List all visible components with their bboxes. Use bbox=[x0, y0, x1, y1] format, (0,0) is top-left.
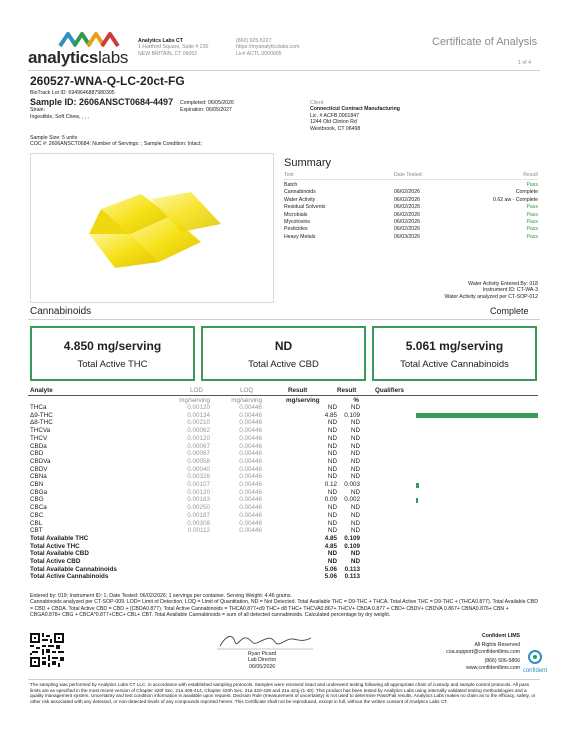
summary-date: 06/03/2026 bbox=[394, 233, 420, 240]
summary-test: Mycotoxins bbox=[284, 218, 310, 225]
summary-row bbox=[284, 234, 538, 241]
analyte-lod: 0.00062 bbox=[187, 427, 210, 435]
qualifier-bar bbox=[416, 498, 418, 503]
note-definitions: Cannabinoids analyzed per CT-SOP-009. LOD= Limit of Detection, LOQ = Limit of Quantitation, ND = Not Detected. Total Available THC = D9-THC + THCA. Total Active THC = D9-THC + (THCA0.877). Total Available CBD = CBD + CBDA. Total Active CBD = CBD + (CBDA0.877). Total Active Cannabinoids = THCA0.877+d9 THC+ d8 THC+ THCVA0.867+ THCV+ CBDA 0.877 + CBD+ CBDV+ CBDVA 0.867+ CBNA0.876+ CBN + CBGA0.878+ CBG + CBCA*0.877+CBC+ CBL+ CBT. Total Available Cannabinoids = sum of all detected cannabinoids. Calculated percentage by dry weight. bbox=[30, 599, 538, 619]
sample-size: Sample Size: 5 units bbox=[30, 135, 78, 141]
product-image bbox=[30, 153, 274, 303]
col-loq: LOQ bbox=[240, 387, 254, 394]
analyte-result-pct: ND bbox=[350, 442, 360, 450]
completed-date: Completed: 06/05/2026 bbox=[180, 100, 234, 106]
total-active-cannabinoids-value: 5.061 mg/serving bbox=[405, 339, 504, 353]
analyte-result-mg: ND bbox=[327, 519, 337, 527]
summary-row bbox=[284, 182, 538, 189]
unit-lod: mg/serving bbox=[179, 397, 210, 404]
analyte-loq: 0.00446 bbox=[239, 504, 262, 512]
analyte-name: CBC bbox=[30, 511, 44, 519]
analyte-name: CBGa bbox=[30, 488, 48, 496]
analyte-result-pct: ND bbox=[350, 457, 360, 465]
total-row bbox=[30, 558, 370, 566]
analyte-result-pct: ND bbox=[350, 504, 360, 512]
analyte-result-mg: ND bbox=[327, 419, 337, 427]
analyte-name: CBD bbox=[30, 450, 44, 458]
lab-phone: (860) 925-5227 bbox=[236, 38, 272, 44]
col-result-pct: Result bbox=[337, 387, 357, 394]
total-result-mg: ND bbox=[327, 550, 337, 558]
total-row bbox=[30, 566, 370, 574]
analyte-result-pct: ND bbox=[350, 404, 360, 411]
analyte-result-pct: 0.109 bbox=[344, 411, 360, 419]
analyte-lod: 0.00120 bbox=[187, 434, 210, 442]
analyte-loq: 0.00446 bbox=[239, 457, 262, 465]
analyte-name: THCVa bbox=[30, 427, 51, 435]
analyte-result-mg: 0.09 bbox=[324, 496, 337, 504]
table-row bbox=[30, 527, 538, 535]
total-result-mg: ND bbox=[327, 558, 337, 565]
table-row bbox=[30, 466, 538, 474]
analyte-name: THCV bbox=[30, 434, 48, 442]
analyte-result-mg: ND bbox=[327, 504, 337, 512]
analyte-result-mg: ND bbox=[327, 404, 337, 411]
total-active-cbd-label: Total Active CBD bbox=[248, 359, 319, 370]
qualifier-bar bbox=[416, 413, 538, 418]
analyte-loq: 0.00446 bbox=[239, 404, 262, 411]
analyte-header-divider bbox=[28, 395, 538, 396]
analyte-loq: 0.00446 bbox=[239, 434, 262, 442]
summary-header-result: Result bbox=[523, 172, 538, 178]
logo-wordmark: analyticslabs bbox=[28, 48, 129, 67]
confident-site[interactable]: www.confidentlims.com bbox=[466, 664, 520, 671]
total-active-cbd-box bbox=[201, 326, 366, 381]
client-license: Lic. # ACFB.0001847 bbox=[310, 112, 360, 119]
total-active-cbd-value: ND bbox=[274, 339, 293, 353]
analyte-lod: 0.00120 bbox=[187, 404, 210, 411]
total-name: Total Available CBD bbox=[30, 550, 89, 558]
summary-result: Complete bbox=[515, 189, 538, 196]
analyte-loq: 0.00446 bbox=[239, 411, 262, 419]
table-row bbox=[30, 512, 538, 520]
total-active-cannabinoids-box bbox=[372, 326, 537, 381]
analyte-lod: 0.00107 bbox=[187, 481, 210, 488]
client-label: Client bbox=[310, 100, 324, 106]
analyte-result-pct: ND bbox=[350, 419, 360, 427]
summary-result: Pass bbox=[526, 211, 538, 218]
analyte-loq: 0.00446 bbox=[239, 488, 262, 496]
summary-test: Cannabinoids bbox=[284, 189, 316, 196]
summary-date: 06/02/2026 bbox=[394, 196, 420, 203]
total-result-pct: 0.109 bbox=[344, 534, 360, 542]
total-active-cannabinoids-label: Total Active Cannabinoids bbox=[400, 359, 509, 370]
summary-test: Microbials bbox=[284, 211, 308, 218]
analyte-lod: 0.00112 bbox=[187, 527, 210, 535]
wa-entered-by: Water Activity Entered By: 018 bbox=[468, 281, 538, 287]
analyte-result-mg: ND bbox=[327, 457, 337, 465]
summary-result: Pass bbox=[526, 218, 538, 225]
summary-row bbox=[284, 189, 538, 196]
total-result-mg: 5.06 bbox=[324, 573, 337, 581]
qr-code-icon[interactable] bbox=[30, 633, 64, 667]
summary-result: Pass bbox=[526, 182, 538, 188]
analyte-loq: 0.00446 bbox=[239, 481, 262, 488]
lab-license: Lic# ACTL.0000005 bbox=[236, 50, 282, 57]
summary-date: 06/02/2026 bbox=[394, 211, 420, 218]
confident-info bbox=[430, 633, 520, 671]
col-analyte: Analyte bbox=[30, 387, 53, 394]
total-result-pct: 0.113 bbox=[344, 565, 360, 573]
analyte-loq: 0.00446 bbox=[239, 427, 262, 435]
summary-table bbox=[284, 182, 538, 241]
analyte-name: CBT bbox=[30, 527, 43, 535]
analyte-result-pct: ND bbox=[350, 473, 360, 481]
analyte-loq: 0.00446 bbox=[239, 527, 262, 535]
lab-name: Analytics Labs CT bbox=[138, 38, 183, 44]
summary-date: 06/02/2026 bbox=[394, 226, 420, 233]
total-result-pct: ND bbox=[350, 550, 360, 558]
total-active-thc-label: Total Active THC bbox=[77, 359, 148, 370]
total-result-pct: ND bbox=[350, 558, 360, 565]
footer-disclaimer: The sampling was performed by Analytics Labs CT LLC. in accordance with established sampling protocols. Samples were received intact and underwent testing following all appropriate chain of custody and sample control protocols. All pass limits are as specified in the most recent version of Chapter 420f Sec. 21a 408-414, Chapter 420h Sec. 21a 420-429 and 21a 421j-(1-40). This product has been tested by Analytics Labs using internally validated testing methodologies and a quality management system. Uncertainty and test condition information is available upon request. Decision Rule (measurement of uncertainty) is not used to determine Pass/Fail results. Analytics Labs makes no claim as to the efficacy, safety, or other risk associated with any detected, or non-detected levels of any compounds reported herein. This Certificate shall not be reproduced, except in full, without the written consent of Analytics Labs CT. bbox=[30, 682, 536, 704]
cannabinoids-title: Cannabinoids bbox=[30, 306, 92, 317]
table-row bbox=[30, 450, 538, 458]
summary-row bbox=[284, 212, 538, 219]
analyte-name: Δ8-THC bbox=[30, 419, 53, 427]
confident-heading: Confident LIMS bbox=[481, 633, 520, 639]
biotrack-id: BioTrack Lot ID: 6949646887980395 bbox=[30, 90, 115, 96]
analyte-name: THCa bbox=[30, 404, 47, 411]
analyte-result-pct: ND bbox=[350, 511, 360, 519]
soft-chew-image bbox=[31, 154, 273, 302]
summary-row bbox=[284, 197, 538, 204]
summary-result: Pass bbox=[526, 233, 538, 240]
table-row bbox=[30, 443, 538, 451]
qualifier-bar bbox=[416, 483, 419, 488]
analyte-result-pct: ND bbox=[350, 434, 360, 442]
lab-info bbox=[138, 38, 208, 57]
summary-date: 06/02/2026 bbox=[394, 189, 420, 196]
unit-loq: mg/serving bbox=[231, 397, 262, 404]
table-row bbox=[30, 520, 538, 528]
cannabinoids-divider bbox=[28, 319, 540, 320]
client-address2: Westbrook, CT 06498 bbox=[310, 125, 361, 132]
wa-instrument: Instrument ID: CT-WA-3 bbox=[482, 287, 538, 294]
summary-result: Pass bbox=[526, 226, 538, 233]
summary-date: 06/02/2026 bbox=[394, 204, 420, 211]
summary-row bbox=[284, 204, 538, 211]
analyte-result-mg: ND bbox=[327, 527, 337, 535]
batch-id: 260527-WNA-Q-LC-20ct-FG bbox=[30, 74, 185, 88]
col-qualifiers: Qualifiers bbox=[375, 387, 405, 394]
analyte-name: CBNa bbox=[30, 473, 47, 481]
table-row bbox=[30, 419, 538, 427]
total-result-mg: 4.85 bbox=[324, 534, 337, 542]
matrix: Ingestible, Soft Chew, , , , bbox=[30, 114, 89, 120]
table-row bbox=[30, 435, 538, 443]
lab-address1: 1 Hartford Square, Suite # 230 bbox=[138, 44, 209, 51]
signer-date: 06/05/2026 bbox=[249, 663, 276, 670]
col-lod: LOD bbox=[190, 387, 203, 394]
summary-test: Residual Solvents bbox=[284, 204, 326, 211]
summary-test: Batch bbox=[284, 182, 298, 188]
analyte-result-pct: 0.002 bbox=[344, 496, 360, 504]
analyte-result-pct: ND bbox=[350, 519, 360, 527]
total-name: Total Active THC bbox=[30, 542, 80, 550]
summary-header-test: Test bbox=[284, 172, 294, 178]
total-name: Total Active CBD bbox=[30, 558, 81, 565]
analyte-result-mg: ND bbox=[327, 442, 337, 450]
signer-name: Ryan Picard bbox=[248, 651, 277, 657]
analyte-loq: 0.00446 bbox=[239, 419, 262, 427]
analyte-lod: 0.00183 bbox=[187, 496, 210, 504]
analyte-result-pct: ND bbox=[350, 427, 360, 435]
analyte-loq: 0.00446 bbox=[239, 496, 262, 504]
sample-id: Sample ID: 2606ANSCT0684-4497 bbox=[30, 97, 174, 107]
summary-result: 0.62 aw - Complete bbox=[493, 196, 538, 203]
table-row bbox=[30, 427, 538, 435]
logo-mountains-icon bbox=[58, 30, 138, 48]
summary-header-date: Date Tested bbox=[394, 172, 422, 178]
signer-title: Lab Director bbox=[248, 657, 277, 664]
table-row bbox=[30, 458, 538, 466]
total-row bbox=[30, 535, 370, 543]
analyte-loq: 0.00446 bbox=[239, 519, 262, 527]
analyte-result-mg: ND bbox=[327, 434, 337, 442]
analyte-name: CBG bbox=[30, 496, 44, 504]
page-number: 1 of 4 bbox=[518, 60, 531, 66]
confident-logo-text: confident bbox=[522, 668, 548, 674]
signature bbox=[215, 630, 315, 652]
confident-phone: (866) 506-5866 bbox=[484, 658, 520, 665]
analyte-result-pct: 0.003 bbox=[344, 481, 360, 488]
table-row bbox=[30, 481, 538, 489]
summary-row bbox=[284, 219, 538, 226]
footer-divider bbox=[28, 679, 540, 680]
lab-logo bbox=[28, 28, 133, 68]
total-result-pct: 0.109 bbox=[344, 542, 360, 550]
analyte-lod: 0.00326 bbox=[187, 473, 210, 481]
coc-info: COC #: 2606ANSCT0684; Number of Servings: ; Sample Condition: Intact; bbox=[30, 141, 202, 147]
total-result-mg: 5.06 bbox=[324, 565, 337, 573]
summary-test: Water Activity bbox=[284, 196, 316, 203]
analyte-name: Δ9-THC bbox=[30, 411, 53, 419]
lab-website[interactable]: https://myanalyticslabs.com bbox=[236, 44, 300, 51]
analyte-result-pct: ND bbox=[350, 450, 360, 458]
analyte-lod: 0.00250 bbox=[187, 504, 210, 512]
analyte-result-mg: ND bbox=[327, 465, 337, 473]
client-info bbox=[310, 100, 400, 132]
analyte-result-pct: ND bbox=[350, 488, 360, 496]
total-name: Total Available THC bbox=[30, 534, 89, 542]
table-row bbox=[30, 412, 538, 420]
unit-result-pct: % bbox=[353, 397, 359, 404]
lab-contact bbox=[236, 38, 299, 57]
analyte-name: CBCa bbox=[30, 504, 47, 512]
summary-test: Heavy Metals bbox=[284, 233, 316, 240]
table-row bbox=[30, 489, 538, 497]
total-active-thc-value: 4.850 mg/serving bbox=[63, 339, 162, 353]
total-result-pct: 0.113 bbox=[344, 573, 360, 581]
analyte-lod: 0.00058 bbox=[187, 457, 210, 465]
analyte-result-pct: ND bbox=[350, 465, 360, 473]
analyte-name: CBDVa bbox=[30, 457, 51, 465]
total-row bbox=[30, 573, 370, 581]
summary-row bbox=[284, 226, 538, 233]
table-row bbox=[30, 473, 538, 481]
analyte-result-mg: 4.85 bbox=[324, 411, 337, 419]
analyte-loq: 0.00446 bbox=[239, 450, 262, 458]
analyte-lod: 0.00067 bbox=[187, 450, 210, 458]
analyte-loq: 0.00446 bbox=[239, 442, 262, 450]
strain: Strain: bbox=[30, 107, 45, 113]
total-name: Total Available Cannabinoids bbox=[30, 565, 117, 573]
analyte-result-mg: ND bbox=[327, 488, 337, 496]
water-activity-info bbox=[380, 281, 538, 300]
doc-title: Certificate of Analysis bbox=[432, 36, 538, 48]
total-row bbox=[30, 543, 370, 551]
analyte-lod: 0.00067 bbox=[187, 442, 210, 450]
total-name: Total Active Cannabinoids bbox=[30, 573, 109, 581]
expiration-date: Expiration: 06/05/2027 bbox=[180, 107, 232, 113]
analyte-lod: 0.00308 bbox=[187, 519, 210, 527]
analyte-loq: 0.00446 bbox=[239, 465, 262, 473]
confident-rights: All Rights Reserved bbox=[474, 642, 520, 649]
analyte-result-mg: ND bbox=[327, 473, 337, 481]
total-result-mg: 4.85 bbox=[324, 542, 337, 550]
lab-address2: NEW BRITAIN, CT 06052 bbox=[138, 50, 198, 57]
table-row bbox=[30, 496, 538, 504]
confident-email[interactable]: coa.support@confidentlims.com bbox=[446, 648, 520, 655]
analyte-result-mg: ND bbox=[327, 511, 337, 519]
analyte-lod: 0.00187 bbox=[187, 511, 210, 519]
total-active-thc-box bbox=[30, 326, 195, 381]
analyte-loq: 0.00446 bbox=[239, 473, 262, 481]
client-name: Connecticut Contract Manufacturing bbox=[310, 106, 400, 113]
analyte-result-mg: ND bbox=[327, 450, 337, 458]
summary-title: Summary bbox=[284, 157, 332, 169]
analyte-name: CBDa bbox=[30, 442, 47, 450]
analyte-lod: 0.00040 bbox=[187, 465, 210, 473]
note-entered-by: Entered by: 019; Instrument ID: 1; Date Tested: 06/02/2026; 1 servings per container. Serving Weight: 4.46 grams. bbox=[30, 593, 292, 599]
analyte-result-pct: ND bbox=[350, 527, 360, 535]
analyte-result-mg: 0.12 bbox=[324, 481, 337, 488]
summary-result: Pass bbox=[526, 204, 538, 211]
cannabinoid-notes bbox=[30, 593, 538, 619]
summary-test: Pesticides bbox=[284, 226, 308, 233]
confident-logo bbox=[521, 650, 549, 674]
summary-date: 06/02/2026 bbox=[394, 218, 420, 225]
signer-info bbox=[248, 651, 276, 670]
analyte-loq: 0.00446 bbox=[239, 511, 262, 519]
total-row bbox=[30, 550, 370, 558]
table-row bbox=[30, 504, 538, 512]
wa-sop: Water Activity analyzed per CT-SOP-012 bbox=[444, 293, 538, 300]
summary-divider bbox=[284, 179, 538, 180]
table-row bbox=[30, 404, 538, 412]
client-address1: 1244 Old Clinton Rd bbox=[310, 119, 357, 126]
analyte-result-mg: ND bbox=[327, 427, 337, 435]
cannabinoids-status: Complete bbox=[490, 306, 529, 316]
unit-result-mg: mg/serving bbox=[286, 397, 320, 404]
analyte-lod: 0.00134 bbox=[187, 411, 210, 419]
analyte-lod: 0.00210 bbox=[187, 419, 210, 427]
analyte-name: CBN bbox=[30, 481, 44, 488]
analyte-name: CBDV bbox=[30, 465, 48, 473]
header-divider bbox=[28, 70, 540, 71]
analyte-lod: 0.00120 bbox=[187, 488, 210, 496]
confident-logo-icon bbox=[527, 650, 543, 664]
analyte-name: CBL bbox=[30, 519, 43, 527]
col-result-mg: Result bbox=[288, 387, 308, 394]
